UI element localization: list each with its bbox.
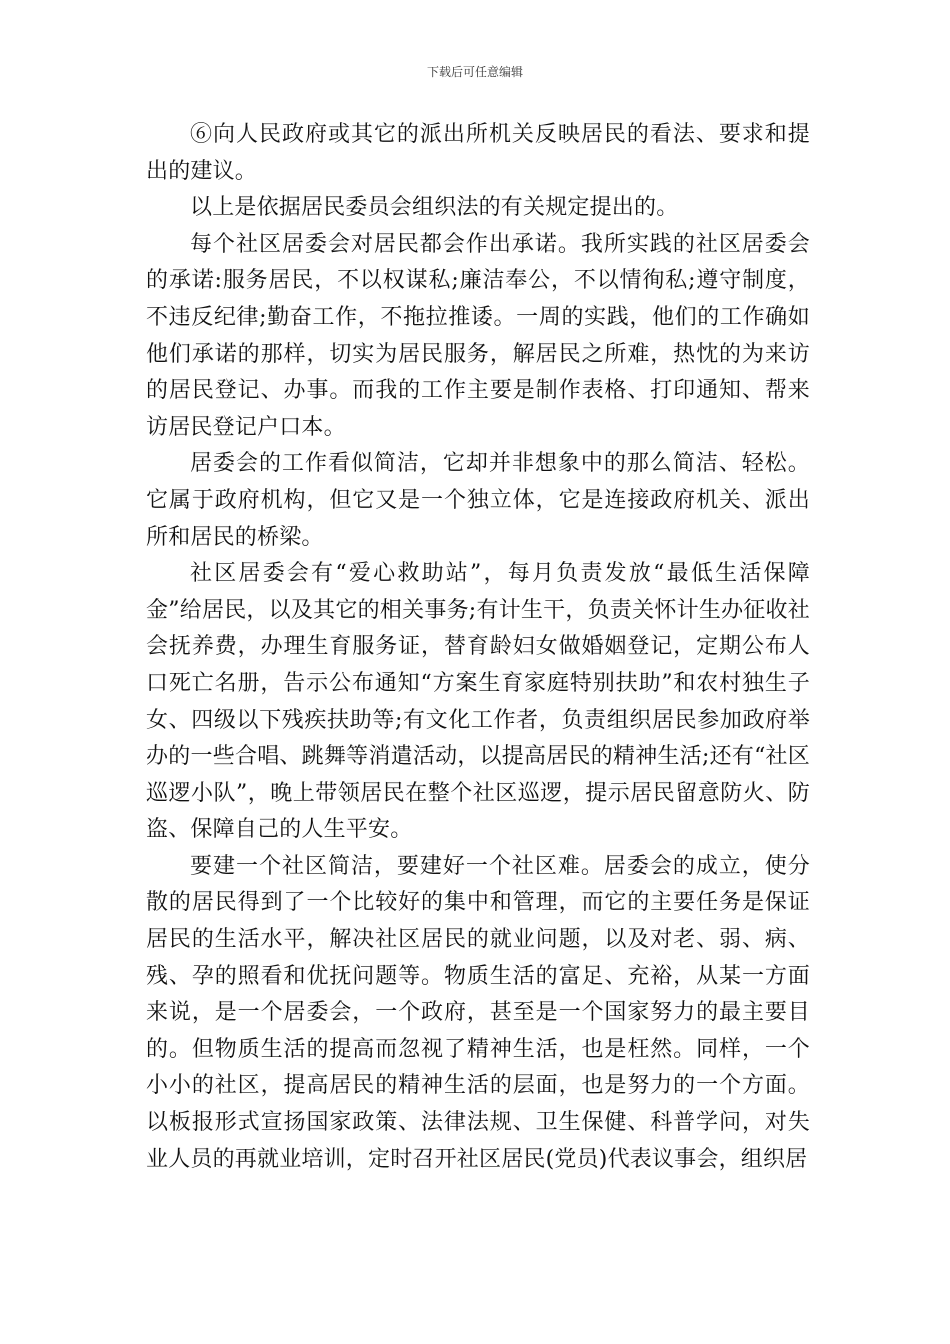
paragraph-5: 社区居委会有“爱心救助站”，每月负责发放“最低生活保障金”给居民，以及其它的相关事务;有计生干，负责关怀计生办征收社会抚养费，办理生育服务证，替育龄妇女做婚姻登记，定期公布人口死亡名册，告示公布通知“方案生育家庭特别扶助”和农村独生子女、四级以下残疾扶助等;有文化工作者，负责组织居民参加政府举办的一些合唱、跳舞等消遣活动，以提高居民的精神生活;还有“社区巡逻小队”，晚上带领居民在整个社区巡逻，提示居民留意防火、防盗、保障自己的人生平安。	[146, 561, 810, 843]
paragraph-1: ⑥向人民政府或其它的派出所机关反映居民的看法、要求和提出的建议。	[146, 122, 810, 184]
page-header-note: 下载后可任意编辑	[426, 65, 523, 79]
paragraph-4: 居委会的工作看似简洁，它却并非想象中的那么简洁、轻松。它属于政府机构，但它又是一个独立体，它是连接政府机关、派出所和居民的桥梁。	[146, 451, 810, 550]
paragraph-3: 每个社区居委会对居民都会作出承诺。我所实践的社区居委会的承诺:服务居民，不以权谋私;廉洁奉公，不以情徇私;遵守制度，不违反纪律;勤奋工作，不拖拉推诿。一周的实践，他们的工作确如他们承诺的那样，切实为居民服务，解居民之所难，热忱的为来访的居民登记、办事。而我的工作主要是制作表格、打印通知、帮来访居民登记户口本。	[146, 231, 810, 440]
paragraph-6: 要建一个社区简洁，要建好一个社区难。居委会的成立，使分散的居民得到了一个比较好的集中和管理，而它的主要任务是保证居民的生活水平，解决社区居民的就业问题，以及对老、弱、病、残、孕的照看和优抚问题等。物质生活的富足、充裕，从某一方面来说，是一个居委会，一个政府，甚至是一个国家努力的最主要目的。但物质生活的提高而忽视了精神生活，也是枉然。同样，一个小小的社区，提高居民的精神生活的层面，也是努力的一个方面。以板报形式宣扬国家政策、法律法规、卫生保健、科普学问，对失业人员的再就业培训，定时召开社区居民(党员)代表议事会，组织居	[146, 853, 810, 1172]
paragraph-2: 以上是依据居民委员会组织法的有关规定提出的。	[190, 195, 679, 221]
document-body	[146, 117, 810, 1178]
